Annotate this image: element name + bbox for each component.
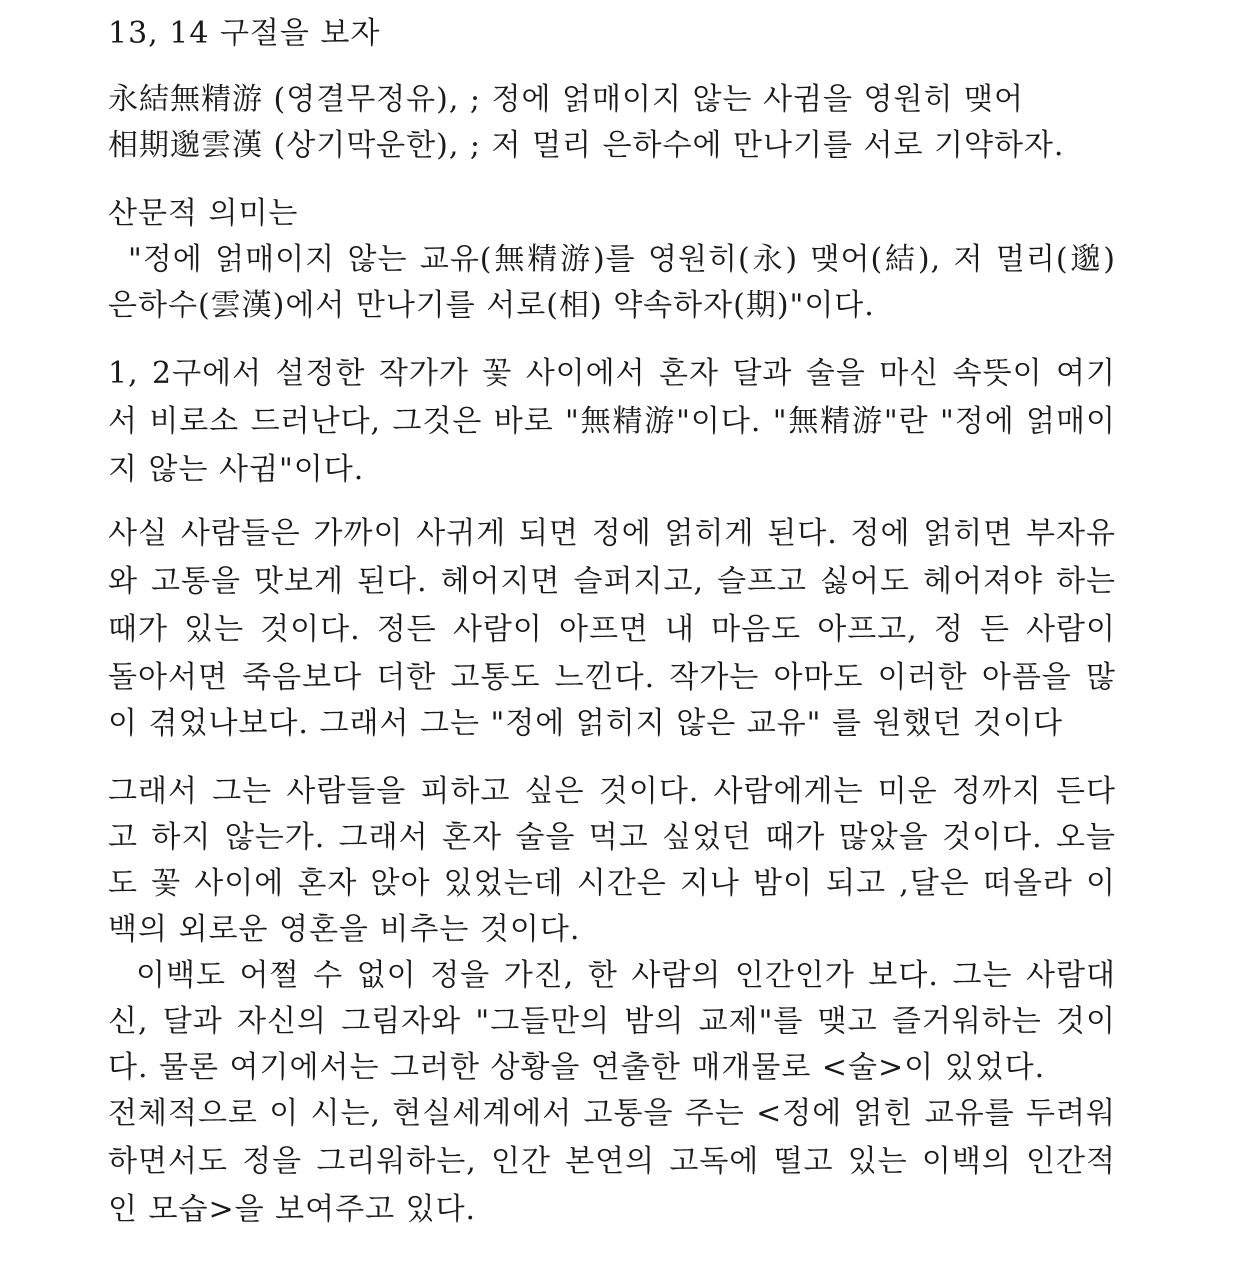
para2-line-1: 사실 사람들은 가까이 사귀게 되면 정에 얽히게 된다. 정에 얽히면 부자유 xyxy=(108,516,1116,551)
para3-line-3: 도 꽃 사이에 혼자 앉아 있었는데 시간은 지나 밤이 되고 ,달은 떠올라 이 xyxy=(108,866,1116,901)
para4-line-1: 이백도 어쩔 수 없이 정을 가진, 한 사람의 인간인가 보다. 그는 사람대 xyxy=(136,958,1116,993)
para5-line-3: 인 모습>을 보여주고 있다. xyxy=(108,1192,477,1227)
para5-line-1: 전체적으로 이 시는, 현실세계에서 고통을 주는 <정에 얽힌 교유를 두려워 xyxy=(108,1096,1116,1131)
para5-line-2: 하면서도 정을 그리워하는, 인간 본연의 고독에 떨고 있는 이백의 인간적 xyxy=(108,1144,1116,1179)
verse-line-2: 相期邈雲漢 (상기막운한), ; 저 멀리 은하수에 만나기를 서로 기약하자. xyxy=(108,128,1065,163)
para3-line-1: 그래서 그는 사람들을 피하고 싶은 것이다. 사람에게는 미운 정까지 든다 xyxy=(108,774,1116,809)
para4-line-2: 신, 달과 자신의 그림자와 "그들만의 밤의 교제"를 맺고 즐거워하는 것이 xyxy=(108,1004,1116,1039)
para3-line-2: 고 하지 않는가. 그래서 혼자 술을 먹고 싶었던 때가 많았을 것이다. 오늘 xyxy=(108,820,1116,855)
para3-line-4: 백의 외로운 영혼을 비추는 것이다. xyxy=(108,912,581,947)
para2-line-5: 이 겪었나보다. 그래서 그는 "정에 얽히지 않은 교유" 를 원했던 것이다 xyxy=(108,706,1063,741)
para2-line-2: 와 고통을 맛보게 된다. 헤어지면 슬퍼지고, 슬프고 싫어도 헤어져야 하는 xyxy=(108,564,1116,599)
prose-heading: 산문적 의미는 xyxy=(108,196,299,231)
prose-line-2: 은하수(雲漢)에서 만나기를 서로(相) 약속하자(期)"이다. xyxy=(108,288,875,323)
para4-line-3: 다. 물론 여기에서는 그러한 상황을 연출한 매개물로 <술>이 있었다. xyxy=(108,1050,1046,1085)
prose-line-1: "정에 얽매이지 않는 교유(無精游)를 영원히(永) 맺어(結), 저 멀리(邈) xyxy=(128,242,1116,277)
para2-line-3: 때가 있는 것이다. 정든 사람이 아프면 내 마음도 아프고, 정 든 사람이 xyxy=(108,612,1116,647)
para1-line-3: 지 않는 사귐"이다. xyxy=(108,452,365,487)
section-heading: 13, 14 구절을 보자 xyxy=(108,16,381,51)
verse-line-1: 永結無精游 (영결무정유), ; 정에 얽매이지 않는 사귐을 영원히 맺어 xyxy=(108,82,1024,117)
para2-line-4: 돌아서면 죽음보다 더한 고통도 느낀다. 작가는 아마도 이러한 아픔을 많 xyxy=(108,660,1116,695)
para1-line-2: 서 비로소 드러난다, 그것은 바로 "無精游"이다. "無精游"란 "정에 얽매이 xyxy=(108,404,1116,439)
para1-line-1: 1, 2구에서 설정한 작가가 꽃 사이에서 혼자 달과 술을 마신 속뜻이 여기 xyxy=(108,356,1116,391)
